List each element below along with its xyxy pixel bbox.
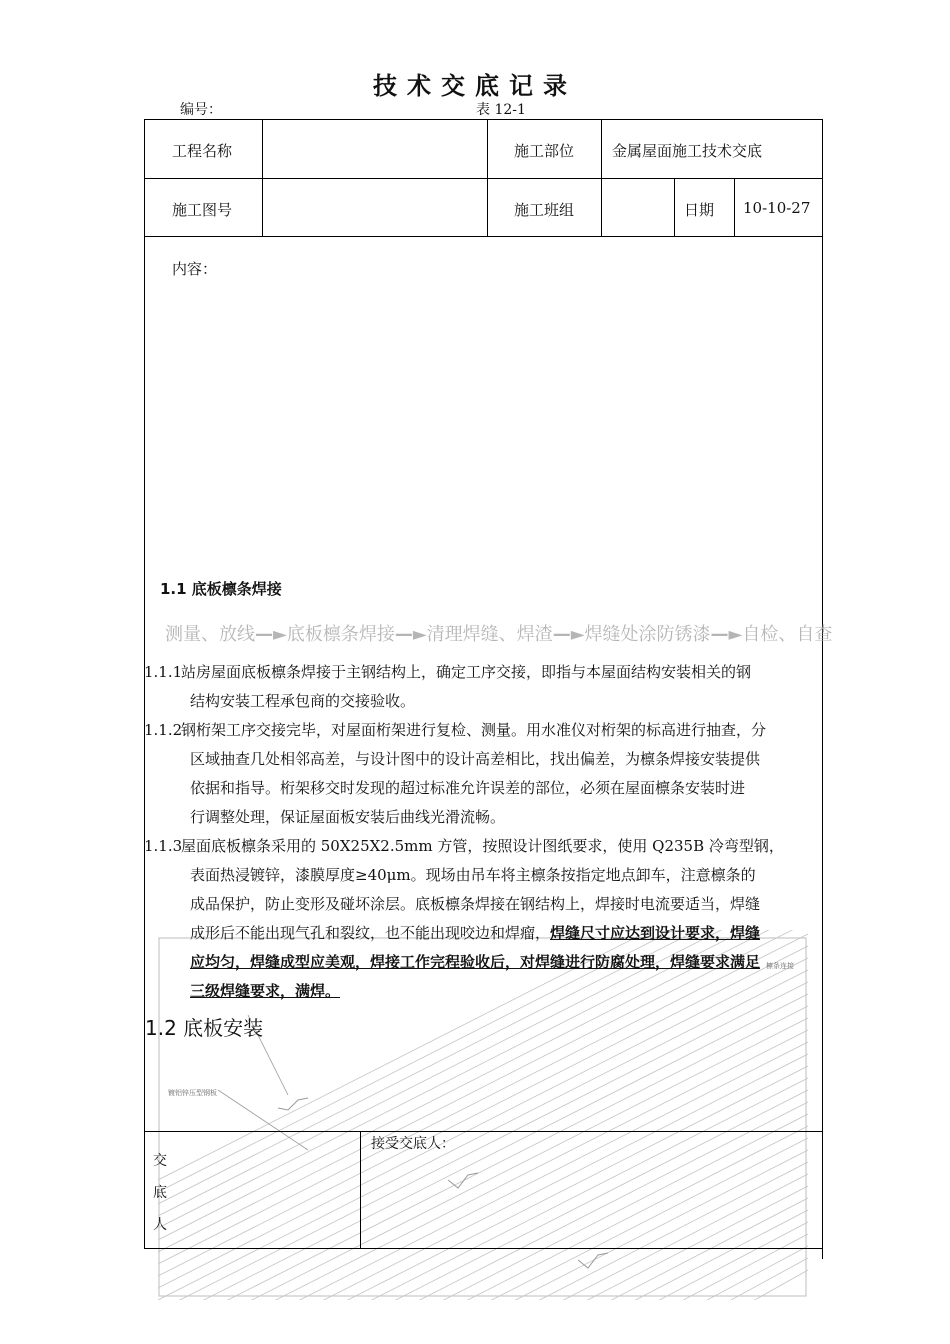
flow-step-1: 测量、放线 <box>165 624 255 645</box>
p3-line-1: 屋面底板檩条采用的 50X25X2.5mm 方管，按照设计图纸要求，使用 Q235B 冷弯型钢， <box>181 837 784 855</box>
right-label: 檩条连接 <box>766 962 794 970</box>
page-title: 技术交底记录 <box>373 72 577 100</box>
p3-number: 1.1.3 <box>144 837 183 855</box>
p1-number: 1.1.1 <box>144 663 183 681</box>
flow-arrow-1: —► <box>255 624 287 645</box>
p2-line-2: 区域抽查几处相邻高差，与设计图中的设计高差相比，找出偏差，为檩条焊接安装提供 <box>190 750 761 768</box>
p3-line-4 <box>190 919 760 948</box>
panel-label: 镀铝锌压型钢板 <box>168 1089 217 1097</box>
construction-part-label: 施工部位 <box>514 142 575 160</box>
p2-number: 1.1.2 <box>144 721 183 739</box>
p2-line-3: 依据和指导。桁架移交时发现的超过标准允许误差的部位，必须在屋面檩条安装时进 <box>190 779 746 797</box>
team-label: 施工班组 <box>514 201 575 219</box>
date-label: 日期 <box>684 201 715 219</box>
p2-line-1: 钢桁架工序交接完毕，对屋面桁架进行复检、测量。用水准仪对桁架的标高进行抽查，分 <box>181 721 767 739</box>
p1-line-1: 站房屋面底板檩条焊接于主钢结构上，确定工序交接，即指与本屋面结构安装相关的钢 <box>181 663 752 681</box>
p1-line-2: 结构安装工程承包商的交接验收。 <box>190 692 416 710</box>
flow-arrow-3: —► <box>552 624 585 645</box>
flow-arrow-2: —► <box>394 624 427 645</box>
flow-step-5: 自检、自查 <box>742 624 833 645</box>
panel-profile-lines <box>278 1098 608 1268</box>
section-1-2-heading: 1.2 底板安装 <box>145 1016 264 1040</box>
handover-char-1: 交 <box>153 1153 167 1169</box>
flow-step-2: 底板檩条焊接 <box>286 624 395 645</box>
date-value: 10-10-27 <box>743 199 811 217</box>
process-flow <box>165 620 832 646</box>
drawing-number-label: 施工图号 <box>172 201 233 219</box>
p3-line-2: 表面热浸镀锌，漆膜厚度≥40μm。现场由吊车将主檩条按指定地点卸车，注意檩条的 <box>190 866 756 884</box>
p2-line-4: 行调整处理，保证屋面板安装后曲线光滑流畅。 <box>190 808 506 826</box>
flow-arrow-4: —► <box>710 624 743 645</box>
construction-part-value: 金属屋面施工技术交底 <box>612 142 763 160</box>
flow-step-4: 焊缝处涂防锈漆 <box>584 624 711 645</box>
table-number: 表 12-1 <box>476 102 526 118</box>
project-name-label: 工程名称 <box>172 142 233 160</box>
flow-step-3: 清理焊缝、焊渣 <box>426 624 553 645</box>
handover-char-3: 人 <box>153 1217 167 1233</box>
p3-line-3: 成品保护，防止变形及碰坏涂层。底板檩条焊接在钢结构上，焊接时电流要适当，焊缝 <box>190 895 761 913</box>
p3-bold-line-1: 应均匀，焊缝成型应美观，焊接工作完程验收后，对焊缝进行防腐处理，焊缝要求满足 <box>190 953 761 971</box>
content-label: 内容： <box>172 260 218 278</box>
receiver-label: 接受交底人： <box>371 1136 455 1152</box>
section-1-1-heading: 1.1 底板檩条焊接 <box>160 580 282 598</box>
p3-bold-line-2: 三级焊缝要求，满焊。 <box>190 982 341 1000</box>
serial-number-label: 编号： <box>180 102 222 118</box>
handover-char-2: 底 <box>153 1185 167 1201</box>
p3-line-4-plain: 成形后不能出现气孔和裂纹，也不能出现咬边和焊瘤， <box>190 924 551 942</box>
p3-line-4-bold: 焊缝尺寸应达到设计要求，焊缝 <box>550 924 761 942</box>
